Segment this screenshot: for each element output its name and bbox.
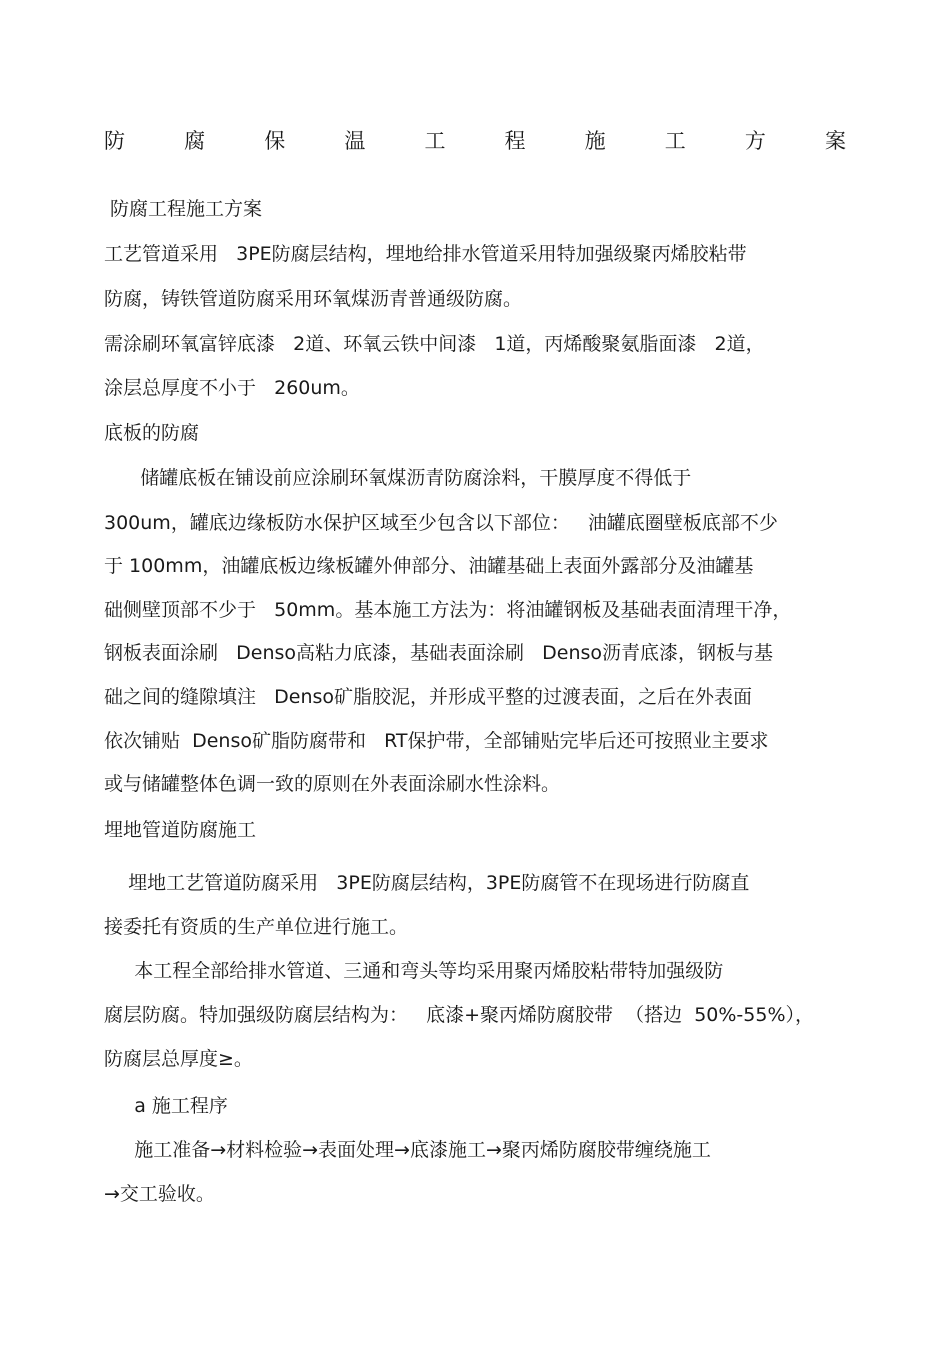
title-char: 案: [824, 129, 846, 153]
paragraph-line: 300um，罐底边缘板防水保护区域至少包含以下部位： 油罐底圈壁板底部不少: [104, 512, 778, 534]
title-char: 施: [584, 129, 606, 153]
title-char: 工: [664, 129, 686, 153]
title-char: 程: [504, 129, 526, 153]
subsection-heading: a 施工程序: [104, 1095, 228, 1117]
paragraph-line: →交工验收。: [104, 1183, 215, 1205]
document-title: [104, 126, 846, 156]
paragraph-line: 需涂刷环氧富锌底漆 2道、环氧云铁中间漆 1道，丙烯酸聚氨脂面漆 2道，: [104, 333, 765, 355]
paragraph-line: 埋地工艺管道防腐采用 3PE防腐层结构，3PE防腐管不在现场进行防腐直: [104, 872, 750, 894]
paragraph-line: 储罐底板在铺设前应涂刷环氧煤沥青防腐涂料，干膜厚度不得低于: [104, 467, 692, 489]
title-char: 温: [344, 129, 366, 153]
title-char: 防: [104, 129, 125, 153]
paragraph-line: 腐层防腐。特加强级防腐层结构为： 底漆+聚丙烯防腐胶带 （搭边 50%-55%），: [104, 1004, 815, 1026]
paragraph-line: 工艺管道采用 3PE防腐层结构，埋地给排水管道采用特加强级聚丙烯胶粘带: [104, 243, 747, 265]
paragraph-line: 本工程全部给排水管道、三通和弯头等均采用聚丙烯胶粘带特加强级防: [104, 960, 724, 982]
paragraph-line: 施工准备→材料检验→表面处理→底漆施工→聚丙烯防腐胶带缠绕施工: [104, 1139, 711, 1161]
title-char: 保: [264, 129, 286, 153]
paragraph-line: 防腐，铸铁管道防腐采用环氧煤沥青普通级防腐。: [104, 288, 523, 310]
title-char: 方: [744, 129, 766, 153]
paragraph-line: 于 100mm，油罐底板边缘板罐外伸部分、油罐基础上表面外露部分及油罐基: [104, 555, 754, 577]
section-heading: 底板的防腐: [104, 422, 200, 444]
paragraph-line: 接委托有资质的生产单位进行施工。: [104, 916, 409, 938]
section-heading: 防腐工程施工方案: [104, 198, 263, 220]
paragraph-line: 或与储罐整体色调一致的原则在外表面涂刷水性涂料。: [104, 773, 561, 795]
paragraph-line: 础之间的缝隙填注 Denso矿脂胶泥，并形成平整的过渡表面，之后在外表面: [104, 686, 753, 708]
section-heading: 埋地管道防腐施工: [104, 819, 257, 841]
title-char: 腐: [184, 129, 206, 153]
title-char: 工: [424, 129, 446, 153]
paragraph-line: 依次铺贴 Denso矿脂防腐带和 RT保护带，全部铺贴完毕后还可按照业主要求: [104, 730, 769, 752]
paragraph-line: 础侧壁顶部不少于 50mm。基本施工方法为：将油罐钢板及基础表面清理干净，: [104, 599, 792, 621]
paragraph-line: 涂层总厚度不小于 260um。: [104, 377, 360, 399]
paragraph-line: 钢板表面涂刷 Denso高粘力底漆，基础表面涂刷 Denso沥青底漆，钢板与基: [104, 642, 774, 664]
paragraph-line: 防腐层总厚度≥。: [104, 1048, 253, 1070]
